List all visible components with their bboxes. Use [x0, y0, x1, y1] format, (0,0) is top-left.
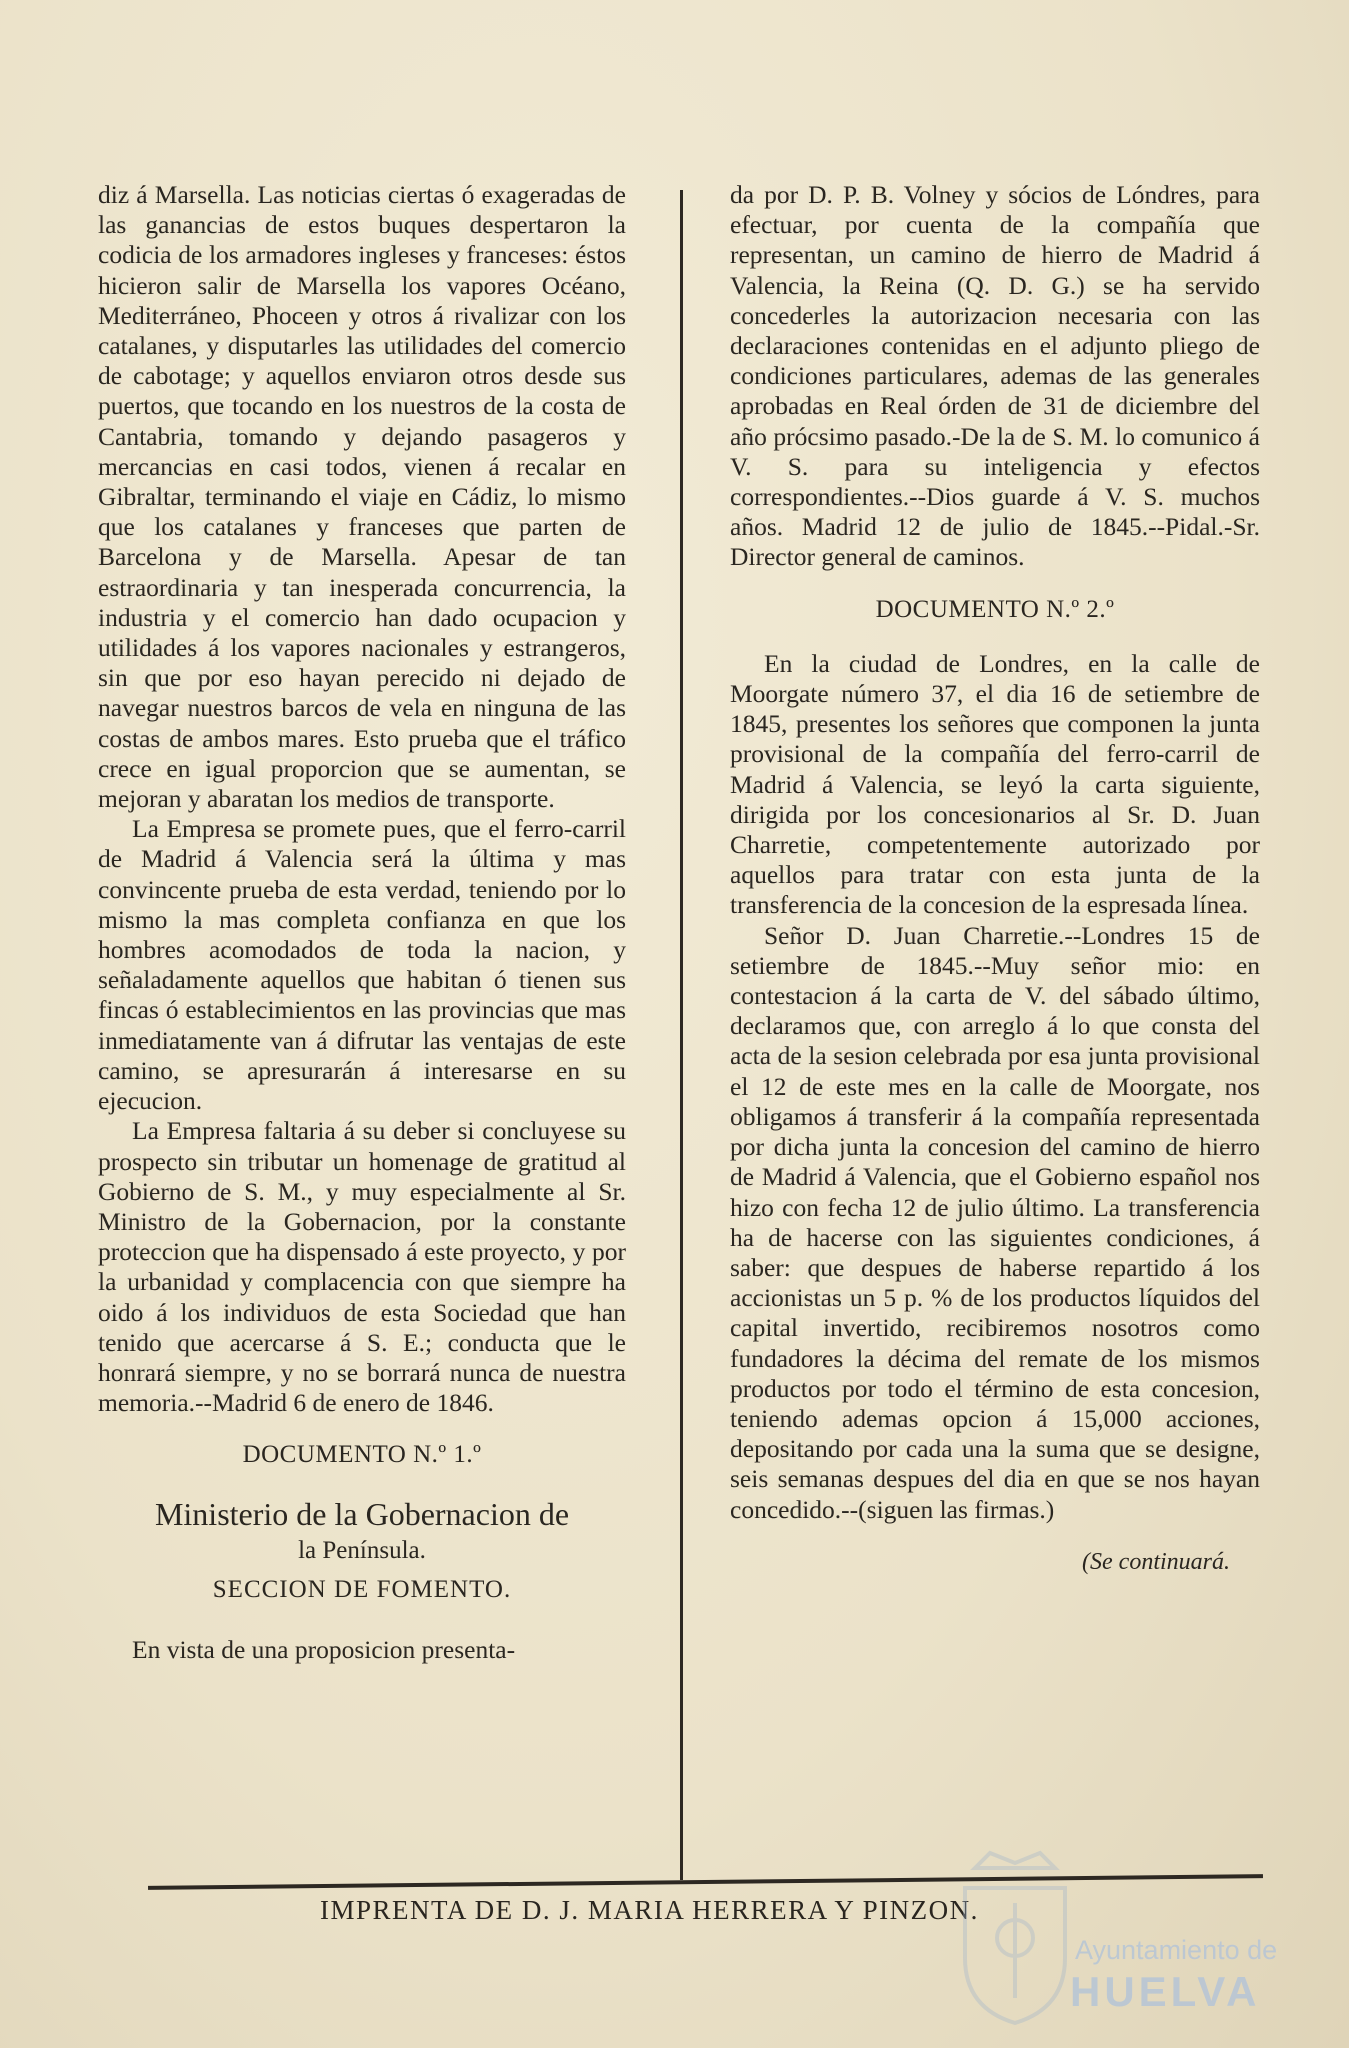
section-heading: SECCION DE FOMENTO. [212, 1575, 512, 1603]
right-paragraph-1: da por D. P. B. Volney y sócios de Lóndres, para efectuar, por cuenta de la compañía que representan, un camino de hierro de Madrid á Valencia, la Reina (Q. D. G.) se ha servido concederles la autorizacion necesaria con las declaraciones contenidas en el adjunto pliego de condiciones particulares, ademas de las generales aprobadas en Real órden de 31 de diciembre del año prócsimo pasado.-De la de S. M. lo comunico á V. S. para su inteligencia y efectos correspondientes.--Dios guarde á V. S. muchos años. Madrid 12 de julio de 1845.--Pidal.-Sr. Director general de caminos. [730, 180, 1260, 572]
column-divider [680, 190, 683, 1880]
watermark-line-2: HUELVA [1070, 1968, 1261, 2015]
watermark-line-1: Ayuntamiento de [1075, 1935, 1278, 1965]
left-paragraph-1: diz á Marsella. Las noticias ciertas ó exageradas de las ganancias de estos buques despertaron la codicia de los armadores ingleses y franceses: éstos hicieron salir de Marsella los vapores Océano, Mediterráneo, Phoceen y otros á rivalizar con los catalanes, y disputarles las utilidades del comercio de cabotage; y aquellos enviaron otros desde sus puertos, que tocando en los nuestros de la costa de Cantabria, tomando y dejando pasageros y mercancias en casi todos, vienen á recalar en Gibraltar, terminando el viaje en Cádiz, lo mismo que los catalanes y franceses que parten de Barcelona y de Marsella. Apesar de tan estraordinaria y tan inesperada concurrencia, la industria y el comercio han dado ocupacion y utilidades á los vapores nacionales y estrangeros, sin que por eso hayan perecido ni dejado de navegar nuestros barcos de vela en ninguna de las costas de ambos mares. Esto prueba que el tráfico crece en igual proporcion que se aumentan, se mejoran y abaratan los medios de transporte. [98, 180, 626, 814]
continued-note: (Se continuará. [1082, 1548, 1230, 1575]
city-coat-of-arms-icon [945, 1848, 1085, 2028]
right-paragraph-2: En la ciudad de Londres, en la calle de Moorgate número 37, el dia 16 de setiembre de 1845, presentes los señores que componen la junta provisional de la compañía del ferro-carril de Madrid á Valencia, se leyó la carta siguiente, dirigida por los concesionarios al Sr. D. Juan Charretie, competentemente autorizado por aquellos para tratar con esta junta de la transferencia de la concesion de la espresada línea. [730, 648, 1260, 920]
left-paragraph-3: La Empresa faltaria á su deber si concluyese su prospecto sin tributar un homenage de gratitud al Gobierno de S. M., y muy especialmente al Sr. Ministro de la Gobernacion, por la constante proteccion que ha dispensado á este proyecto, y por la urbanidad y complacencia con que siempre ha oido á los individuos de esta Sociedad que han tenido que acercarse á S. E.; conducta que le honrará siempre, y no se borrará nunca de nuestra memoria.--Madrid 6 de enero de 1846. [98, 1116, 626, 1418]
document-2-heading: DOCUMENTO N.º 2.º [875, 595, 1115, 623]
left-paragraph-4: En vista de una proposicion presenta- [132, 1634, 516, 1664]
right-paragraph-3: Señor D. Juan Charretie.--Londres 15 de setiembre de 1845.--Muy señor mio: en contestacion á la carta de V. del sábado último, declaramos que, con arreglo á lo que consta del acta de la sesion celebrada por esa junta provisional el 12 de este mes en la calle de Moorgate, nos obligamos á transferir á la compañía representada por dicha junta la concesion del camino de hierro de Madrid á Valencia, que el Gobierno español nos hizo con fecha 12 de julio último. La transferencia ha de hacerse con las siguientes condiciones, á saber: que despues de haberse repartido á los accionistas un 5 p. % de los productos líquidos del capital invertido, recibiremos nosotros como fundadores la décima del remate de los mismos productos por todo el término de esta concesion, teniendo ademas opcion á 15,000 acciones, depositando por cada una la suma que se designe, seis semanas despues del dia en que se nos hayan concedido.--(siguen las firmas.) [730, 920, 1260, 1524]
left-paragraph-2: La Empresa se promete pues, que el ferro-carril de Madrid á Valencia será la última y mas convincente prueba de esta verdad, teniendo por lo mismo la mas completa confianza en que los hombres acomodados de toda la nacion, y señaladamente aquellos que habitan ó tienen sus fincas ó establecimientos en las provincias que mas inmediatamente van á difrutar las ventajas de este camino, se apresurarán á interesarse en su ejecucion. [98, 814, 626, 1116]
right-column [730, 180, 1260, 1577]
document-1-heading: DOCUMENTO N.º 1.º [242, 1441, 482, 1469]
printer-imprint: IMPRENTA DE D. J. MARIA HERRERA Y PINZON. [320, 1895, 979, 1925]
ministry-subtitle: la Península. [298, 1536, 426, 1564]
ministry-title: Ministerio de la Gobernacion de [154, 1495, 570, 1532]
left-column [98, 180, 626, 1665]
